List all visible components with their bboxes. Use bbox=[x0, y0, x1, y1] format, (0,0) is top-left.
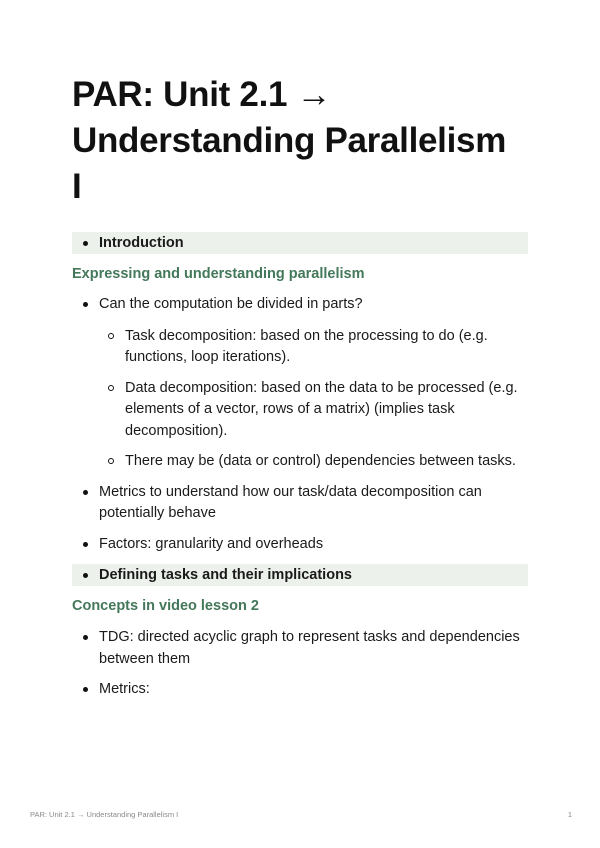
bullet-dot-icon bbox=[83, 490, 88, 495]
footer-page-number: 1 bbox=[567, 810, 572, 819]
list-item bbox=[72, 534, 528, 556]
bullet-dot-icon bbox=[83, 687, 88, 692]
sub-list-item bbox=[72, 451, 528, 473]
section-toggle-defining-tasks[interactable] bbox=[72, 564, 528, 586]
bullet-dot-icon bbox=[83, 302, 88, 307]
sub-list-item-text: Task decomposition: based on the processing to do (e.g. functions, loop iterations). bbox=[125, 327, 488, 365]
section-toggle-label: Introduction bbox=[99, 235, 184, 251]
bullet-dot-icon bbox=[83, 542, 88, 547]
section-toggle-label: Defining tasks and their implications bbox=[99, 567, 352, 583]
section-heading: Expressing and understanding parallelism bbox=[72, 266, 365, 282]
document-body bbox=[72, 232, 528, 701]
bullet-ring-icon bbox=[108, 385, 114, 391]
list-item-text: Metrics: bbox=[99, 681, 150, 697]
list-item-text: Factors: granularity and overheads bbox=[99, 535, 324, 552]
bullet-ring-icon bbox=[108, 333, 114, 339]
footer-running-title: PAR: Unit 2.1 → Understanding Parallelism I bbox=[30, 810, 179, 819]
sub-list-item bbox=[72, 326, 528, 369]
bullet-ring-icon bbox=[108, 458, 114, 464]
page-title: PAR: Unit 2.1 → Understanding Parallelism I bbox=[72, 75, 507, 206]
sub-list-item-text: There may be (data or control) dependencies between tasks. bbox=[125, 453, 516, 469]
bullet-list bbox=[72, 627, 528, 701]
bullet-dot-icon bbox=[83, 635, 88, 640]
section-heading: Concepts in video lesson 2 bbox=[72, 598, 259, 614]
list-item bbox=[72, 679, 528, 701]
bullet-dot-icon bbox=[83, 241, 88, 246]
sub-list-item-text: Data decomposition: based on the data to be processed (e.g. elements of a vector, rows of a matrix) (implies task decomposition). bbox=[125, 379, 518, 439]
sub-bullet-list bbox=[72, 326, 528, 473]
list-item bbox=[72, 627, 528, 670]
section-toggle-introduction[interactable] bbox=[72, 232, 528, 254]
sub-list-item bbox=[72, 378, 528, 443]
list-item-text: TDG: directed acyclic graph to represent tasks and dependencies between them bbox=[99, 629, 520, 667]
list-item bbox=[72, 482, 528, 525]
list-item-text: Can the computation be divided in parts? bbox=[99, 296, 363, 312]
list-item bbox=[72, 294, 528, 316]
bullet-dot-icon bbox=[83, 573, 88, 578]
bullet-list bbox=[72, 294, 528, 316]
bullet-list bbox=[72, 482, 528, 556]
list-item-text: Metrics to understand how our task/data decomposition can potentially behave bbox=[99, 483, 482, 521]
